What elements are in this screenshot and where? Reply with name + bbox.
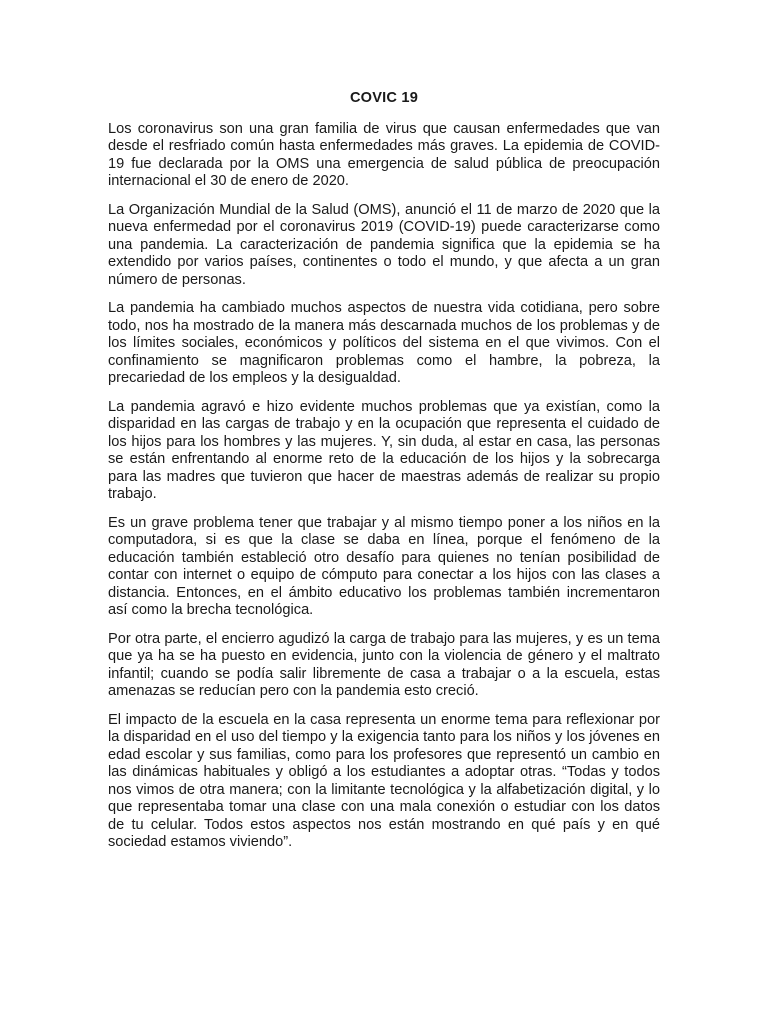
- document-title: COVIC 19: [349, 90, 419, 106]
- paragraph-2: La Organización Mundial de la Salud (OMS), anunció el 11 de marzo de 2020 que la nueva enfermedad por el coronavirus 2019 (COVID-19) puede caracterizarse como una pandemia. La caracterización de pandemia significa que la epidemia se ha extendido por varios países, continentes o todo el mundo, y que afecta a un gran número de personas.: [108, 201, 660, 288]
- paragraph-1: Los coronavirus son una gran familia de virus que causan enfermedades que van desde el resfriado común hasta enfermedades más graves. La epidemia de COVID-19 fue declarada por la OMS una emergencia de salud pública de preocupación internacional el 30 de enero de 2020.: [108, 120, 660, 189]
- paragraph-3: La pandemia ha cambiado muchos aspectos de nuestra vida cotidiana, pero sobre todo, nos ha mostrado de la manera más descarnada muchos de los problemas y de los límites sociales, económicos y políticos del sistema en el que vivimos. Con el confinamiento se magnificaron problemas como el hambre, la pobreza, la precariedad de los empleos y la desigualdad.: [108, 300, 660, 386]
- paragraph-4: La pandemia agravó e hizo evidente muchos problemas que ya existían, como la disparidad en las cargas de trabajo y en la ocupación que representa el cuidado de los hijos para los hombres y las mujeres. Y, sin duda, al estar en casa, las personas se están enfrentando al enorme reto de la educación de los hijos y la sobrecarga para las madres que tuvieron que hacer de maestras además de realizar su propio trabajo.: [108, 398, 660, 502]
- paragraph-6: Por otra parte, el encierro agudizó la carga de trabajo para las mujeres, y es un tema que ya ha se ha puesto en evidencia, junto con la violencia de género y el maltrato infantil; cuando se podía salir libremente de casa a trabajar o a la escuela, estas amenazas se reducían pero con la pandemia esto creció.: [108, 630, 660, 699]
- paragraph-7: El impacto de la escuela en la casa representa un enorme tema para reflexionar por la disparidad en el uso del tiempo y la exigencia tanto para los niños y los jóvenes en edad escolar y sus familias, como para los profesores que representó un cambio en las dinámicas habituales y obligó a los estudiantes a adoptar otras. “Todas y todos nos vimos de otra manera; con la limitante tecnológica y la alfabetización digital, y lo que representaba tomar una clase con una mala conexión o estudiar con los datos de tu celular. Todos estos aspectos nos están mostrando en qué país y en qué sociedad estamos viviendo”.: [108, 711, 660, 850]
- paragraph-5: Es un grave problema tener que trabajar y al mismo tiempo poner a los niños en la computadora, si es que la clase se daba en línea, porque el fenómeno de la educación también estableció otro desafío para quienes no tenían posibilidad de contar con internet o equipo de cómputo para conectar a los hijos con las clases a distancia. Entonces, en el ámbito educativo los problemas también incrementaron así como la brecha tecnológica.: [108, 514, 660, 618]
- document-page: [108, 90, 660, 863]
